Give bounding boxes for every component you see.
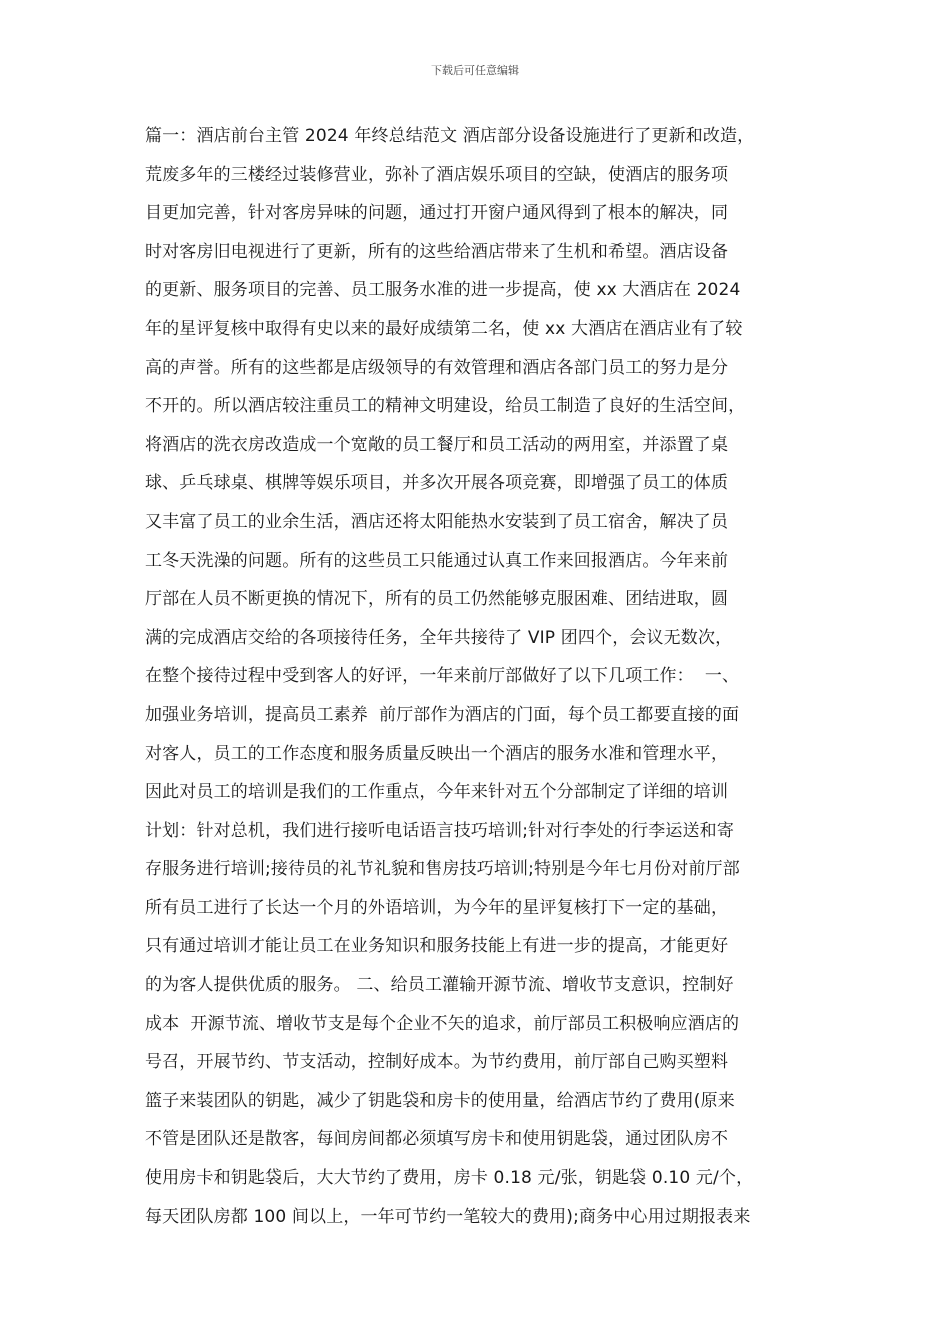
text-line: 的更新、服务项目的完善、员工服务水准的进一步提高，使 xx 大酒店在 2024: [145, 280, 741, 301]
text-line: 号召，开展节约、节支活动，控制好成本。为节约费用，前厅部自己购买塑料: [145, 1052, 729, 1073]
text-line: 对客人，员工的工作态度和服务质量反映出一个酒店的服务水准和管理水平，: [145, 743, 729, 764]
text-line: 时对客房旧电视进行了更新，所有的这些给酒店带来了生机和希望。酒店设备: [145, 241, 729, 262]
text-line: 存服务进行培训;接待员的礼节礼貌和售房技巧培训;特别是今年七月份对前厅部: [145, 859, 740, 880]
text-line: 满的完成酒店交给的各项接待任务，全年共接待了 VIP 团四个，会议无数次，: [145, 627, 733, 648]
page-header-note: 下载后可任意编辑: [431, 64, 519, 77]
text-line: 在整个接待过程中受到客人的好评，一年来前厅部做好了以下几项工作： 一、: [145, 666, 740, 687]
text-line: 计划：针对总机，我们进行接听电话语言技巧培训;针对行李处的行李运送和寄: [145, 820, 734, 841]
text-line: 因此对员工的培训是我们的工作重点，今年来针对五个分部制定了详细的培训: [145, 782, 729, 803]
text-line: 每天团队房都 100 间以上，一年可节约一笔较大的费用);商务中心用过期报表来: [145, 1206, 751, 1227]
text-line: 篇一：酒店前台主管 2024 年终总结范文 酒店部分设备设施进行了更新和改造，: [145, 126, 755, 146]
text-line: 篮子来装团队的钥匙，减少了钥匙袋和房卡的使用量，给酒店节约了费用(原来: [145, 1090, 735, 1111]
text-line: 厅部在人员不断更换的情况下，所有的员工仍然能够克服困难、团结进取，圆: [145, 589, 729, 610]
text-line: 荒废多年的三楼经过装修营业，弥补了酒店娱乐项目的空缺，使酒店的服务项: [145, 164, 729, 185]
text-line: 成本 开源节流、增收节支是每个企业不矢的追求，前厅部员工积极响应酒店的: [145, 1013, 740, 1034]
text-line: 目更加完善，针对客房异味的问题，通过打开窗户通风得到了根本的解决，同: [145, 203, 729, 224]
text-line: 又丰富了员工的业余生活，酒店还将太阳能热水安装到了员工宿舍，解决了员: [145, 511, 729, 532]
text-line: 工冬天洗澡的问题。所有的这些员工只能通过认真工作来回报酒店。今年来前: [145, 550, 729, 571]
text-line: 高的声誉。所有的这些都是店级领导的有效管理和酒店各部门员工的努力是分: [145, 357, 729, 378]
text-line: 不开的。所以酒店较注重员工的精神文明建设，给员工制造了良好的生活空间，: [145, 396, 746, 417]
document-body: [145, 122, 810, 1241]
text-line: 只有通过培训才能让员工在业务知识和服务技能上有进一步的提高，才能更好: [145, 936, 729, 957]
text-line: 加强业务培训，提高员工素养 前厅部作为酒店的门面，每个员工都要直接的面: [145, 704, 740, 725]
text-line: 年的星评复核中取得有史以来的最好成绩第二名，使 xx 大酒店在酒店业有了较: [145, 318, 743, 339]
text-line: 所有员工进行了长达一个月的外语培训，为今年的星评复核打下一定的基础，: [145, 897, 729, 918]
text-line: 不管是团队还是散客，每间房间都必须填写房卡和使用钥匙袋，通过团队房不: [145, 1129, 729, 1150]
text-line: 使用房卡和钥匙袋后，大大节约了费用，房卡 0.18 元/张，钥匙袋 0.10 元/个，: [145, 1168, 754, 1189]
text-line: 的为客人提供优质的服务。 二、给员工灌输开源节流、增收节支意识，控制好: [145, 975, 734, 996]
text-line: 球、乒乓球桌、棋牌等娱乐项目，并多次开展各项竞赛，即增强了员工的体质: [145, 473, 729, 494]
text-line: 将酒店的洗衣房改造成一个宽敞的员工餐厅和员工活动的两用室，并添置了桌: [145, 434, 729, 455]
